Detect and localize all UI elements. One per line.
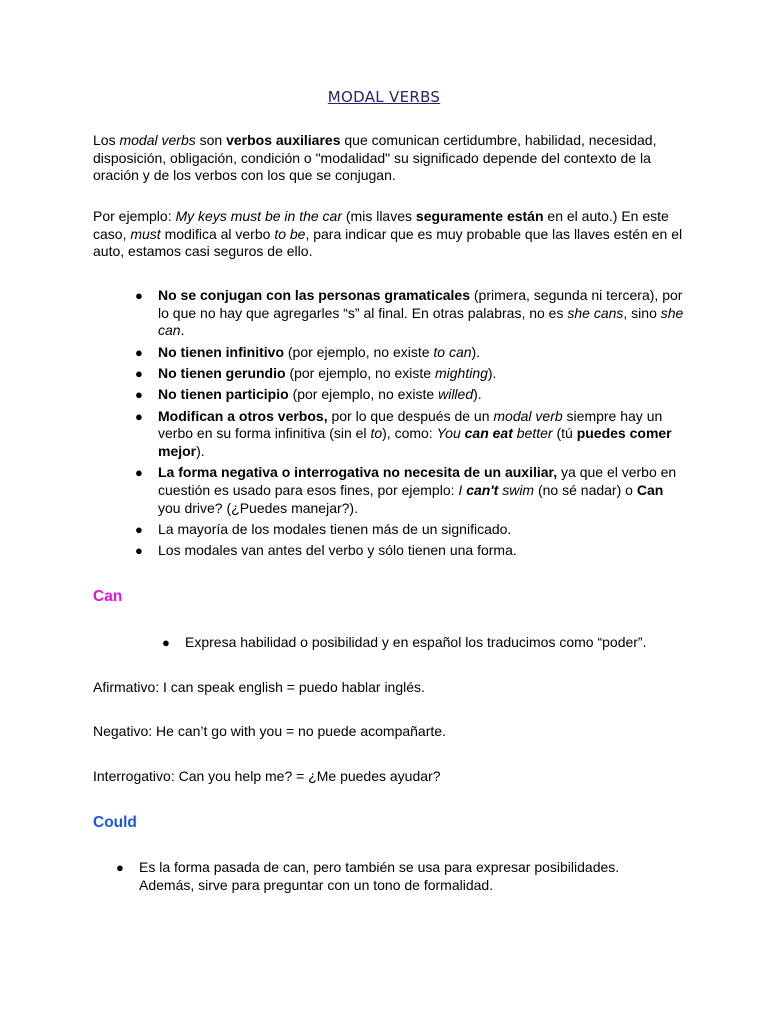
example-text: en el auto.) En este caso, <box>93 208 669 242</box>
rule-bold-italic: can't <box>466 481 499 498</box>
rule-text: , sino <box>623 304 661 321</box>
example-italic: My keys must be in the car <box>175 208 342 224</box>
bullet-icon: ● <box>162 635 170 650</box>
example-text: (mis llaves <box>342 208 416 224</box>
list-item <box>135 364 688 383</box>
rule-italic: You <box>436 425 465 442</box>
list-item <box>135 520 688 539</box>
rule-italic: willed <box>438 386 474 403</box>
bullet-icon: ● <box>135 288 143 303</box>
rule-bold: No tienen gerundio <box>158 364 286 381</box>
list-item <box>135 464 688 517</box>
bullet-icon: ● <box>116 860 124 875</box>
rule-italic: swim <box>498 481 535 498</box>
bullet-icon: ● <box>135 465 143 481</box>
list-item <box>135 542 688 560</box>
intro-text: que comunican certidumbre, habilidad, necesidad, disposición, obligación, condición o "modalidad" su significado depende del contexto de la oración y de los verbos con los que se conjugan. <box>93 132 657 184</box>
rule-text: siempre hay un verbo en su forma infinitiva (sin el <box>158 407 663 442</box>
could-bullet-text: Es la forma pasada de can, pero también se usa para expresar posibilidades. Además, sirve para preguntar con un tono de formalidad. <box>139 859 620 893</box>
rule-italic: to <box>370 425 383 442</box>
intro-paragraph <box>93 132 683 185</box>
could-heading: Could <box>93 814 137 831</box>
rule-text: por lo que después de un <box>327 407 494 424</box>
list-item <box>135 287 688 340</box>
intro-italic: modal verbs <box>119 132 196 148</box>
rule-text: La mayoría de los modales tienen más de un significado. <box>158 520 512 537</box>
rule-text: ). <box>473 386 482 403</box>
can-negative: Negativo: He can’t go with you = no puede acompañarte. <box>93 723 446 739</box>
rule-italic: modal verb <box>493 407 563 424</box>
rule-italic: she cans <box>567 304 624 321</box>
rule-bold: La forma negativa o interrogativa no necesita de un auxiliar, <box>158 464 558 481</box>
example-italic: to be <box>274 225 306 242</box>
rule-text: you drive? (¿Puedes manejar?). <box>158 499 358 516</box>
can-interrogative: Interrogativo: Can you help me? = ¿Me puedes ayudar? <box>93 768 441 784</box>
rule-bold: puedes comer mejor <box>158 425 672 459</box>
intro-text: son <box>195 132 227 148</box>
bullet-icon: ● <box>135 521 143 537</box>
rule-italic: to can <box>433 343 472 360</box>
rule-text: (no sé nadar) o <box>534 481 637 498</box>
bullet-icon: ● <box>135 344 143 360</box>
rule-italic: I <box>458 481 467 498</box>
rule-text: (primera, segunda ni tercera), por lo que no hay que agregarles “s” al final. En otras palabras, no es <box>158 287 683 321</box>
rule-text: ). <box>487 364 497 381</box>
rule-text: (por ejemplo, no existe <box>285 364 435 381</box>
example-paragraph <box>93 208 683 261</box>
intro-text: Los <box>93 132 120 148</box>
rule-text: ), como: <box>382 425 437 442</box>
rule-italic: mighting <box>434 364 488 381</box>
rule-bold-italic: can eat <box>464 425 513 442</box>
can-bullet <box>162 634 685 652</box>
could-bullet <box>116 859 669 894</box>
can-affirmative: Afirmativo: I can speak english = puedo hablar inglés. <box>93 679 425 695</box>
intro-bold: verbos auxiliares <box>226 132 341 148</box>
can-heading: Can <box>93 588 123 605</box>
rule-bold: No tienen participio <box>158 386 289 403</box>
example-text: modifica al verbo <box>160 225 275 242</box>
bullet-icon: ● <box>135 365 143 381</box>
bullet-icon: ● <box>135 387 143 403</box>
rule-bold: No se conjugan con las personas gramaticales <box>158 287 470 303</box>
example-text: , para indicar que es muy probable que las llaves estén en el auto, estamos casi seguros de ello. <box>93 225 683 260</box>
rule-bold: Modifican a otros verbos, <box>158 407 328 424</box>
rule-text: Los modales van antes del verbo y sólo tienen una forma. <box>158 542 517 559</box>
bullet-icon: ● <box>135 408 143 424</box>
example-text: Por ejemplo: <box>93 208 176 224</box>
list-item <box>135 343 688 362</box>
page-title: MODAL VERBS <box>327 88 441 106</box>
list-item <box>135 386 688 404</box>
rule-text: . <box>180 322 185 339</box>
example-italic: must <box>130 225 161 242</box>
rule-text: (tú <box>552 425 577 442</box>
rule-text: ). <box>196 442 205 459</box>
rule-text: ). <box>471 343 481 360</box>
bullet-icon: ● <box>135 543 143 559</box>
rule-text: (por ejemplo, no existe <box>288 386 439 403</box>
rule-bold: Can <box>636 481 664 498</box>
rule-text: (por ejemplo, no existe <box>284 343 434 360</box>
can-bullet-text: Expresa habilidad o posibilidad y en español los traducimos como “poder”. <box>185 634 647 650</box>
rules-list <box>135 287 688 564</box>
rule-italic: better <box>512 425 553 442</box>
rule-text: ya que el verbo en cuestión es usado para esos fines, por ejemplo: <box>158 464 677 498</box>
example-bold: seguramente están <box>415 208 544 224</box>
list-item <box>135 407 688 461</box>
rule-italic: she can <box>158 304 684 339</box>
rule-bold: No tienen infinitivo <box>158 343 284 360</box>
